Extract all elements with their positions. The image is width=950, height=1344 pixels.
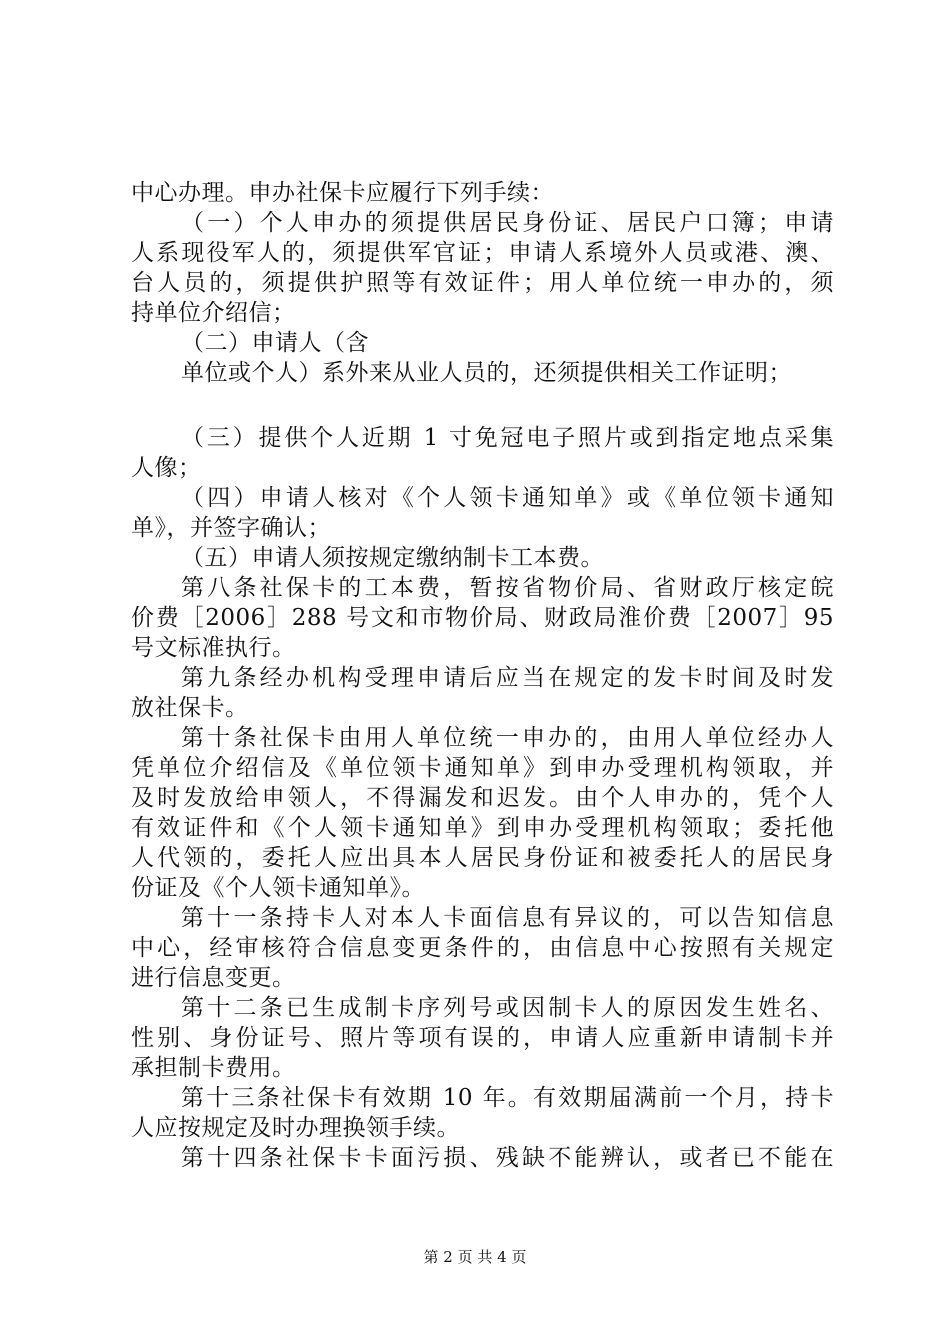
body-line: 份证及《个人领卡通知单》。 <box>131 875 425 901</box>
body-line: 人代领的，委托人应出具本人居民身份证和被委托人的居民身 <box>131 845 834 871</box>
body-line: （一）个人申办的须提供居民身份证、居民户口簿；申请 <box>181 210 834 236</box>
body-line: 第十三条社保卡有效期 10 年。有效期届满前一个月，持卡 <box>181 1085 834 1111</box>
body-line: 人系现役军人的，须提供军官证；申请人系境外人员或港、澳、 <box>131 240 834 266</box>
body-line: 放社保卡。 <box>131 695 249 721</box>
body-line: 进行信息变更。 <box>131 965 296 991</box>
body-line: 有效证件和《个人领卡通知单》到申办受理机构领取；委托他 <box>131 815 834 841</box>
body-line: 价费［2006］288 号文和市物价局、财政局淮价费［2007］95 <box>131 605 834 631</box>
body-line: 中心办理。申办社保卡应履行下列手续： <box>131 180 554 206</box>
body-line: （四）申请人核对《个人领卡通知单》或《单位领卡通知 <box>181 485 834 511</box>
body-line: 凭单位介绍信及《单位领卡通知单》到申办受理机构领取，并 <box>131 755 834 781</box>
body-line: 人应按规定及时办理换领手续。 <box>131 1115 460 1141</box>
body-line: （三）提供个人近期 1 寸免冠电子照片或到指定地点采集 <box>181 425 834 451</box>
body-line: 第十一条持卡人对本人卡面信息有异议的，可以告知信息 <box>181 905 834 931</box>
body-line: 单位或个人）系外来从业人员的，还须提供相关工作证明； <box>181 360 792 386</box>
body-line: 承担制卡费用。 <box>131 1055 296 1081</box>
body-line: 性别、身份证号、照片等项有误的，申请人应重新申请制卡并 <box>131 1025 834 1051</box>
body-line: 号文标准执行。 <box>131 635 296 661</box>
body-line: 及时发放给申领人，不得漏发和迟发。由个人申办的，凭个人 <box>131 785 834 811</box>
body-line: 单》，并签字确认； <box>131 515 331 541</box>
body-line: 第十条社保卡由用人单位统一申办的，由用人单位经办人 <box>181 725 834 751</box>
body-line: 台人员的，须提供护照等有效证件；用人单位统一申办的，须 <box>131 270 834 296</box>
body-line: （二）申请人（含 <box>181 330 369 356</box>
body-line: 第八条社保卡的工本费，暂按省物价局、省财政厅核定皖 <box>181 575 834 601</box>
body-line: 第九条经办机构受理申请后应当在规定的发卡时间及时发 <box>181 665 834 691</box>
page-number-footer: 第 2 页 共 4 页 <box>423 1248 527 1266</box>
body-line: 持单位介绍信； <box>131 300 296 326</box>
body-line: 人像； <box>131 455 202 481</box>
body-line: 中心，经审核符合信息变更条件的，由信息中心按照有关规定 <box>131 935 834 961</box>
body-line: 第十四条社保卡卡面污损、残缺不能辨认，或者已不能在 <box>181 1145 834 1171</box>
body-line: 第十二条已生成制卡序列号或因制卡人的原因发生姓名、 <box>181 995 834 1021</box>
body-line: （五）申请人须按规定缴纳制卡工本费。 <box>181 545 604 571</box>
